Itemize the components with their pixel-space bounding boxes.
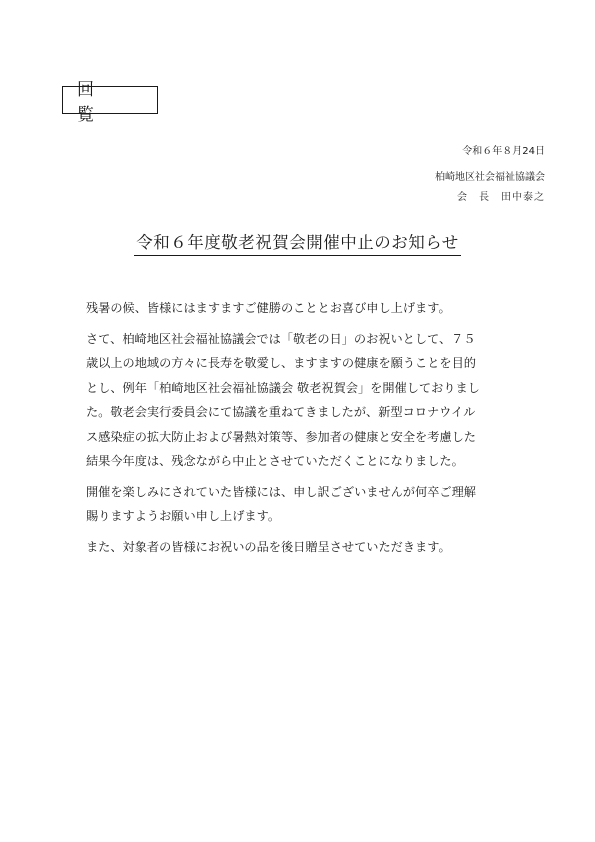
greeting-paragraph	[86, 296, 556, 321]
body-line: 賜りますようお願い申し上げます。	[86, 509, 281, 523]
document-body	[86, 296, 556, 565]
circulation-label: 回 覧	[77, 80, 108, 125]
apology-paragraph	[86, 480, 556, 529]
document-date: 令和６年８月24日	[462, 146, 545, 157]
document-title: 令和６年度敬老祝賀会開催中止のお知らせ	[134, 229, 461, 256]
body-line: ス感染症の拡大防止および暑熱対策等、参加者の健康と安全を考慮した	[86, 429, 476, 444]
body-line: 歳以上の地域の方々に長寿を敬愛し、ますますの健康を願うことを目的	[86, 356, 476, 370]
organization-name: 柏崎地区社会福祉協議会	[435, 172, 545, 183]
body-line: 開催を楽しみにされていた皆様には、申し訳ございませんが何卒ご理解	[86, 484, 476, 499]
document-title-wrapper	[0, 229, 595, 256]
body-line: さて、柏崎地区社会福祉協議会では「敬老の日」のお祝いとして、７５	[86, 331, 476, 346]
body-line: 結果今年度は、残念ながら中止とさせていただくことになりました。	[86, 454, 464, 468]
representative-name: 会 長 田中泰之	[457, 192, 545, 203]
announcement-paragraph	[86, 327, 556, 474]
body-line: た。敬老会実行委員会にて協議を重ねてきましたが、新型コロナウイル	[86, 405, 476, 419]
body-line: 残暑の候、皆様にはますますご健勝のこととお喜び申し上げます。	[86, 301, 451, 315]
body-line: とし、例年「柏崎地区社会福祉協議会 敬老祝賀会」を開催しておりまし	[86, 380, 480, 395]
body-line: また、対象者の皆様にお祝いの品を後日贈呈させていただきます。	[86, 539, 451, 554]
circulation-stamp-box	[62, 80, 158, 125]
gift-notice-paragraph	[86, 535, 556, 560]
sender-block	[420, 168, 545, 203]
